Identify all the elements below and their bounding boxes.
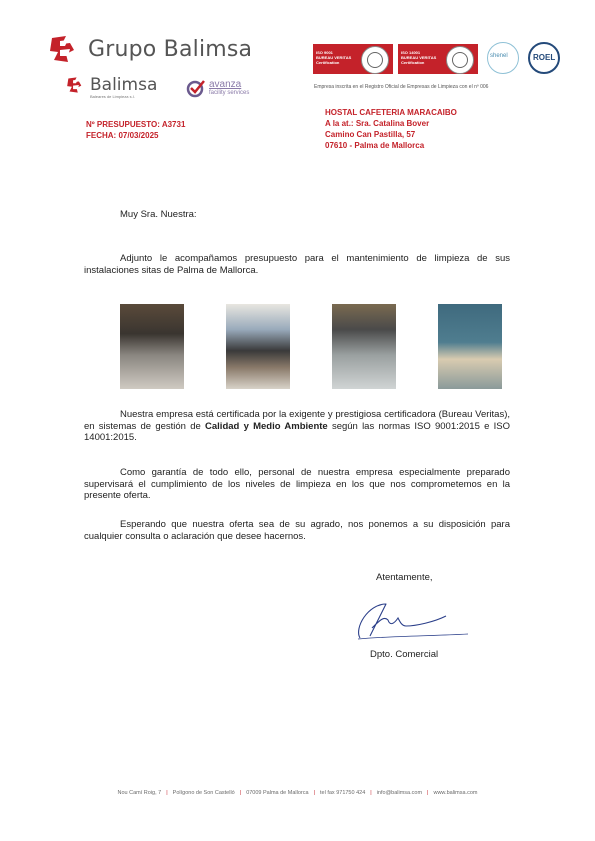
quote-info [86, 119, 185, 141]
recipient-address [325, 107, 457, 151]
avanza-tagline: facility services [209, 89, 250, 96]
footer-website[interactable]: www.balimsa.com [433, 790, 478, 796]
avanza-logo [186, 78, 249, 98]
balimsa-tagline: Baleares de Limpieza s.l. [90, 94, 135, 99]
footer-phone: tel fax 971750 424 [320, 790, 366, 796]
paragraph-1: Adjunto le acompañamos presupuesto para el mantenimiento de limpieza de sus instalaciones sitas de Palma de Mallorca. [84, 253, 510, 276]
recipient-street: Camino Can Pastilla, 57 [325, 130, 416, 139]
roel-logo: ROEL [528, 42, 560, 74]
grupo-balimsa-logo [48, 34, 252, 64]
bedroom-photo [438, 304, 502, 389]
paragraph-4: Esperando que nuestra oferta sea de su agrado, nos ponemos a su disposición para cualquier consulta o aclaración que desee hacernos. [84, 519, 510, 542]
department: Dpto. Comercial [370, 649, 439, 660]
kitchen-photo [120, 304, 184, 389]
footer: Nou Camí Roig, 7 | Polígono de Son Castelló | 07009 Palma de Mallorca | tel fax 971750 424 | info@balimsa.com | www.balimsa.com [117, 790, 478, 796]
cafeteria-photo [226, 304, 290, 389]
handwritten-signature-icon [350, 598, 470, 644]
balimsa-mark-icon [48, 34, 82, 64]
footer-email[interactable]: info@balimsa.com [376, 790, 423, 796]
registry-note: Empresa inscrita en el Registro Oficial de Empresas de Limpieza con el nº 006 [314, 84, 489, 90]
iso14001-cert-badge: ISO 14001 BUREAU VERITAS Certification [398, 44, 478, 74]
paragraph-2: Nuestra empresa está certificada por la exigente y prestigiosa certificadora (Bureau Veritas), en sistemas de gestión de Calidad y Medio Ambiente según las normas ISO 9001:2015 e ISO 14001:2015. [84, 409, 510, 443]
quote-date: FECHA: 07/03/2025 [86, 131, 159, 140]
closing: Atentamente, [376, 572, 433, 583]
balimsa-logo [66, 76, 157, 99]
recipient-name: HOSTAL CAFETERIA MARACAIBO [325, 108, 457, 117]
quality-environment-bold: Calidad y Medio Ambiente [205, 420, 328, 432]
sheriel-logo: shenel [487, 42, 519, 74]
iso9001-cert-badge: ISO 9001 BUREAU VERITAS Certification [313, 44, 393, 74]
paragraph-3: Como garantía de todo ello, personal de nuestra empresa especialmente preparado supervisará el cumplimiento de los niveles de limpieza en los que nos comprometemos en la presente oferta. [84, 467, 510, 501]
recipient-city: 07610 - Palma de Mallorca [325, 141, 425, 150]
footer-address: Nou Camí Roig, 7 [117, 790, 162, 796]
footer-industrial-area: Polígono de Son Castelló [172, 790, 235, 796]
avanza-check-icon [186, 78, 206, 98]
greeting: Muy Sra. Nuestra: [120, 209, 197, 220]
balimsa-small-mark-icon [66, 76, 86, 94]
recipient-attention: A la at.: Sra. Catalina Bover [325, 119, 430, 128]
corridor-photo [332, 304, 396, 389]
quote-number: Nº PRESUPUESTO: A3731 [86, 120, 186, 129]
group-logo-text: Grupo Balimsa [88, 36, 253, 62]
footer-city: 07009 Palma de Mallorca [246, 790, 309, 796]
bureau-veritas-seal-icon [361, 46, 389, 74]
bureau-veritas-seal-icon [446, 46, 474, 74]
balimsa-logo-text: Balimsa [90, 75, 158, 95]
avanza-logo-text: avanza [209, 78, 242, 90]
